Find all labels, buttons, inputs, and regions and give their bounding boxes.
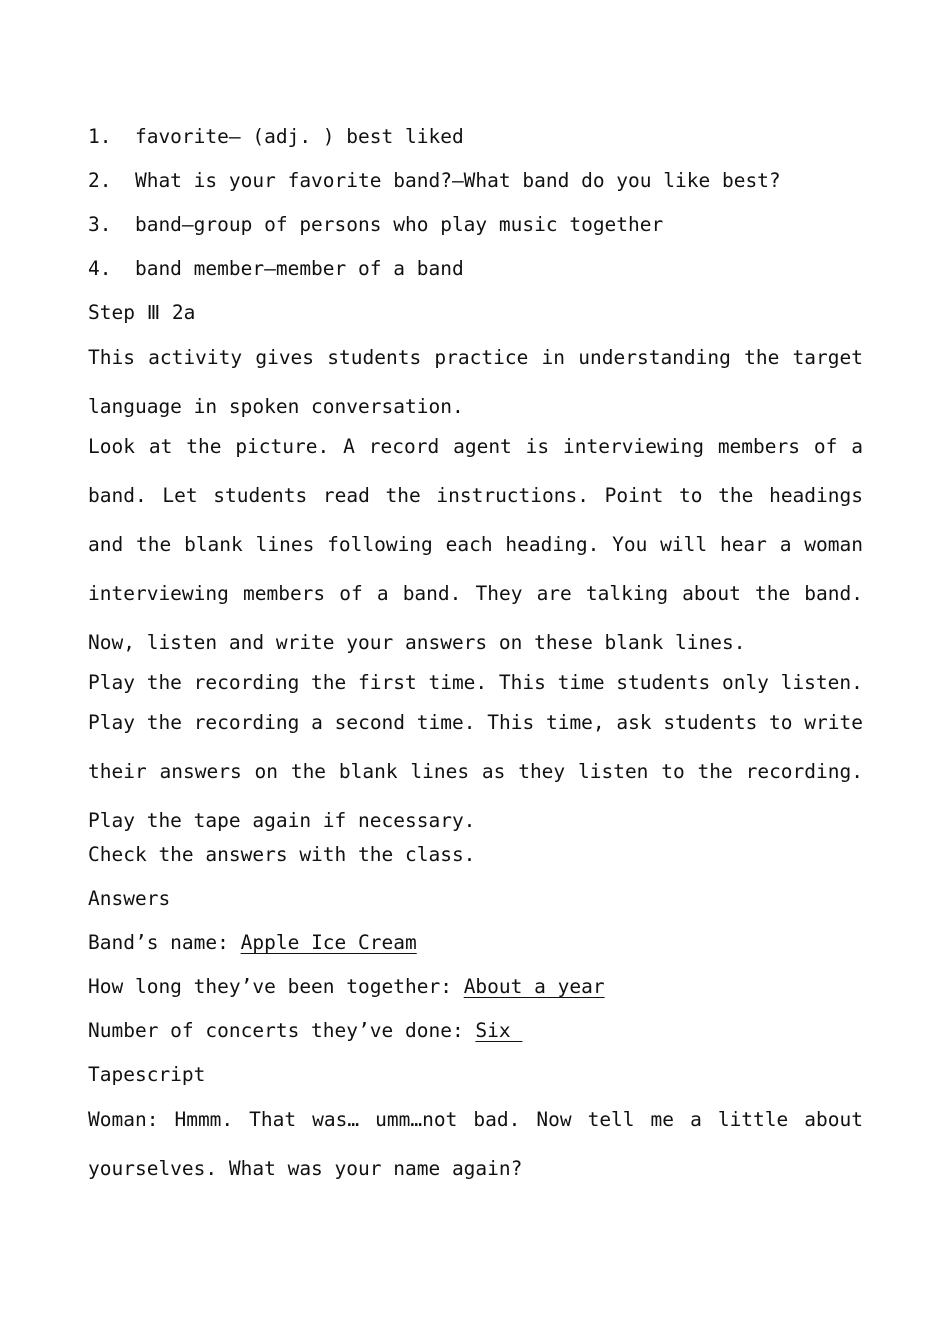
tapescript-heading: Tapescript — [88, 1063, 206, 1086]
vocab-item-3: 3. band—group of persons who play music together — [88, 213, 664, 236]
vocab-item-1: 1. favorite— (adj. ) best liked — [88, 125, 464, 148]
play-second-paragraph: Play the recording a second time. This time, ask students to write their answers on the blank lines as they listen to the recording. Play the tape again if necessary. — [88, 711, 863, 832]
document-page — [88, 122, 863, 1188]
check-answers-line: Check the answers with the class. — [88, 843, 476, 866]
answer-label: Number of concerts they’ve done: — [88, 1019, 476, 1042]
play-first-paragraph: Play the recording the first time. This time students only listen. — [88, 671, 863, 694]
answers-heading: Answers — [88, 887, 171, 910]
step-heading: Step Ⅲ 2a — [88, 301, 196, 324]
vocab-item-4: 4. band member—member of a band — [88, 257, 464, 280]
answer-value: About a year — [463, 975, 605, 998]
answer-value: Apple Ice Cream — [240, 931, 417, 954]
activity-intro: This activity gives students practice in understanding the target language in spoken conversation. — [88, 346, 863, 418]
answer-label: How long they’ve been together: — [88, 975, 464, 998]
tapescript-paragraph: Woman: Hmmm. That was… umm…not bad. Now tell me a little about yourselves. What was your name again? — [88, 1108, 863, 1180]
vocab-item-2: 2. What is your favorite band?—What band do you like best? — [88, 169, 781, 192]
answer-row-time-together — [88, 972, 863, 1016]
answer-value: Six — [475, 1019, 523, 1042]
answer-label: Band’s name: — [88, 931, 241, 954]
instructions-paragraph: Look at the picture. A record agent is interviewing members of a band. Let students read the instructions. Point to the headings and the blank lines following each heading. You will hear a woman interviewing members of a band. They are talking about the band. Now, listen and write your answers on these blank lines. — [88, 435, 863, 654]
answer-row-concerts — [88, 1016, 863, 1060]
answer-row-band-name — [88, 928, 863, 972]
